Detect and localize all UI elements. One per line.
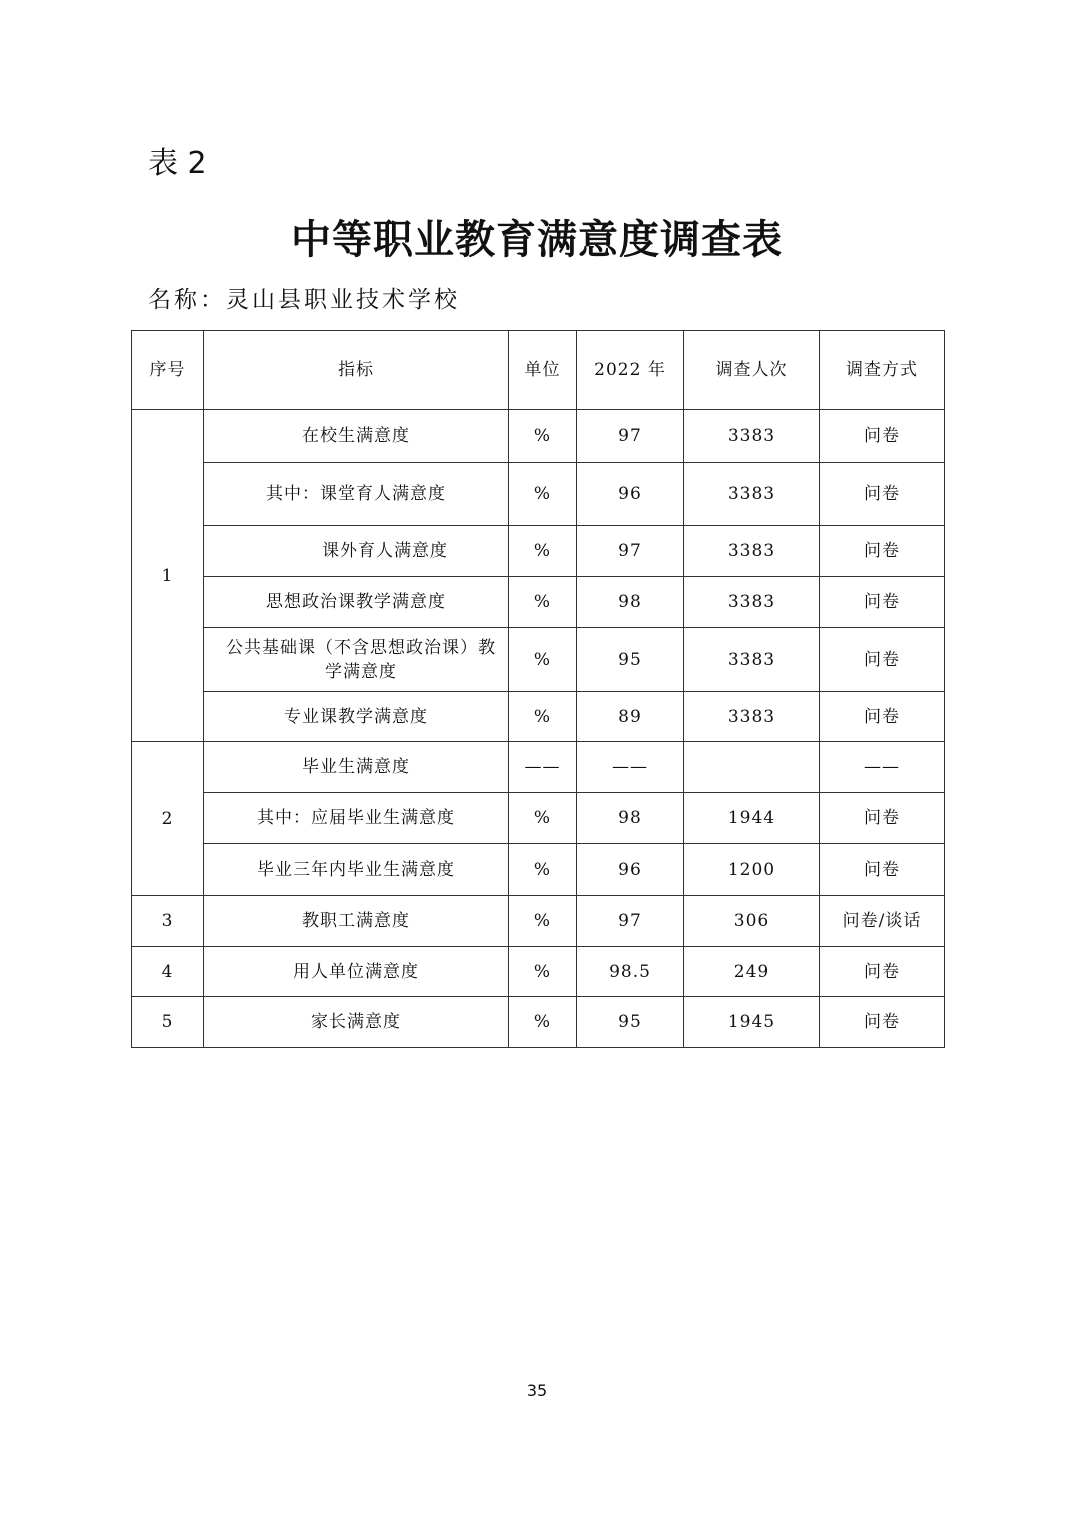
year-value-cell: 98 bbox=[577, 793, 684, 844]
header-seq: 序号 bbox=[132, 331, 204, 410]
indicator-cell: 思想政治课教学满意度 bbox=[204, 577, 509, 628]
method-cell: 问卷 bbox=[820, 793, 945, 844]
year-value-cell: 96 bbox=[577, 844, 684, 896]
unit-cell: % bbox=[509, 692, 577, 742]
indicator-cell: 课外育人满意度 bbox=[204, 526, 509, 577]
header-row bbox=[132, 331, 945, 410]
seq-cell: 3 bbox=[132, 896, 204, 947]
seq-cell: 5 bbox=[132, 997, 204, 1048]
respondents-cell: 3383 bbox=[684, 526, 820, 577]
indicator-cell: 毕业生满意度 bbox=[204, 742, 509, 793]
unit-cell: % bbox=[509, 896, 577, 947]
table-row bbox=[132, 692, 945, 742]
indicator-cell: 专业课教学满意度 bbox=[204, 692, 509, 742]
table-row bbox=[132, 463, 945, 526]
unit-cell: % bbox=[509, 947, 577, 997]
unit-cell: % bbox=[509, 410, 577, 463]
seq-cell: 2 bbox=[132, 742, 204, 896]
unit-cell: % bbox=[509, 463, 577, 526]
indicator-cell: 毕业三年内毕业生满意度 bbox=[204, 844, 509, 896]
table-row bbox=[132, 844, 945, 896]
indicator-cell: 其中：应届毕业生满意度 bbox=[204, 793, 509, 844]
respondents-cell: 3383 bbox=[684, 692, 820, 742]
indicator-cell: 家长满意度 bbox=[204, 997, 509, 1048]
table-row bbox=[132, 577, 945, 628]
method-cell: —— bbox=[820, 742, 945, 793]
table-row bbox=[132, 628, 945, 692]
unit-cell: % bbox=[509, 628, 577, 692]
school-name-line: 名称：灵山县职业技术学校 bbox=[148, 287, 460, 313]
year-value-cell: 97 bbox=[577, 896, 684, 947]
respondents-cell: 249 bbox=[684, 947, 820, 997]
unit-cell: —— bbox=[509, 742, 577, 793]
year-value-cell: 89 bbox=[577, 692, 684, 742]
respondents-cell: 3383 bbox=[684, 577, 820, 628]
header-year: 2022 年 bbox=[577, 331, 684, 410]
respondents-cell: 3383 bbox=[684, 410, 820, 463]
indicator-cell: 公共基础课（不含思想政治课）教学满意度 bbox=[204, 628, 509, 692]
header-method: 调查方式 bbox=[820, 331, 945, 410]
table-row bbox=[132, 896, 945, 947]
indicator-cell: 用人单位满意度 bbox=[204, 947, 509, 997]
seq-cell: 4 bbox=[132, 947, 204, 997]
respondents-cell: 3383 bbox=[684, 463, 820, 526]
year-value-cell: 97 bbox=[577, 526, 684, 577]
table-row bbox=[132, 997, 945, 1048]
year-value-cell: 98.5 bbox=[577, 947, 684, 997]
header-unit: 单位 bbox=[509, 331, 577, 410]
respondents-cell: 1944 bbox=[684, 793, 820, 844]
method-cell: 问卷 bbox=[820, 844, 945, 896]
satisfaction-survey-table bbox=[131, 330, 945, 1048]
year-value-cell: 96 bbox=[577, 463, 684, 526]
table-label: 表 2 bbox=[148, 146, 207, 181]
table-row bbox=[132, 947, 945, 997]
unit-cell: % bbox=[509, 577, 577, 628]
year-value-cell: 95 bbox=[577, 628, 684, 692]
method-cell: 问卷 bbox=[820, 526, 945, 577]
method-cell: 问卷 bbox=[820, 410, 945, 463]
year-value-cell: 95 bbox=[577, 997, 684, 1048]
table-row bbox=[132, 526, 945, 577]
page-number: 35 bbox=[526, 1381, 548, 1400]
header-indicator: 指标 bbox=[204, 331, 509, 410]
method-cell: 问卷 bbox=[820, 463, 945, 526]
respondents-cell bbox=[684, 742, 820, 793]
respondents-cell: 3383 bbox=[684, 628, 820, 692]
unit-cell: % bbox=[509, 997, 577, 1048]
method-cell: 问卷 bbox=[820, 628, 945, 692]
method-cell: 问卷 bbox=[820, 692, 945, 742]
table-row bbox=[132, 793, 945, 844]
year-value-cell: —— bbox=[577, 742, 684, 793]
method-cell: 问卷 bbox=[820, 577, 945, 628]
table-row bbox=[132, 410, 945, 463]
respondents-cell: 1945 bbox=[684, 997, 820, 1048]
unit-cell: % bbox=[509, 793, 577, 844]
method-cell: 问卷/谈话 bbox=[820, 896, 945, 947]
indicator-cell: 教职工满意度 bbox=[204, 896, 509, 947]
indicator-cell: 其中：课堂育人满意度 bbox=[204, 463, 509, 526]
respondents-cell: 306 bbox=[684, 896, 820, 947]
seq-cell: 1 bbox=[132, 410, 204, 742]
year-value-cell: 97 bbox=[577, 410, 684, 463]
table-row bbox=[132, 742, 945, 793]
unit-cell: % bbox=[509, 526, 577, 577]
method-cell: 问卷 bbox=[820, 947, 945, 997]
document-title: 中等职业教育满意度调查表 bbox=[291, 216, 783, 263]
unit-cell: % bbox=[509, 844, 577, 896]
indicator-cell: 在校生满意度 bbox=[204, 410, 509, 463]
method-cell: 问卷 bbox=[820, 997, 945, 1048]
header-respondents: 调查人次 bbox=[684, 331, 820, 410]
respondents-cell: 1200 bbox=[684, 844, 820, 896]
year-value-cell: 98 bbox=[577, 577, 684, 628]
